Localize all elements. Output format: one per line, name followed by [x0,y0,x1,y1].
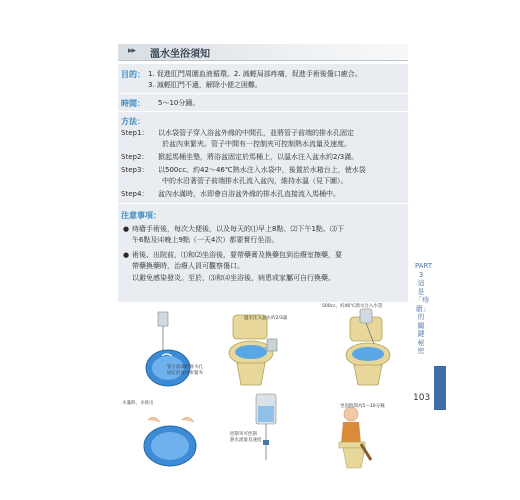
note1-line-1: 痔瘡手術後，每次大便後，以及每天的⑴早上8點、⑵下午1點、⑶下 [132,225,344,233]
figure-caption: 管子前端的排水孔 固定於盆內來緊夾 [167,365,203,376]
bullet-icon: ● [123,225,130,233]
basin-tube-illustration [140,310,210,390]
page-number: 103 [413,393,431,403]
note2-line-3: 以避免感染發炎。至於，⑶和⑷坐浴後，病患或家屬可自行換藥。 [132,274,335,282]
divider [118,93,408,94]
section-title: 溫水坐浴須知 [150,49,210,60]
step2-line-1: 掀起馬桶坐墊，將浴盆固定於馬桶上，以溫水注入盆水約2/3滿。 [158,153,359,161]
purpose-line-1: 1. 促進肛門周圍血液循環。2. 減輕局部疼痛，促進手術後傷口癒合。 [148,70,362,78]
purpose-line-2: 3. 減輕肛門不適，解除小便之困難。 [148,81,262,89]
note2-line-1: 術後、出院前，⑴和⑵坐浴後，要帶藥膏及換藥包到治療室擦藥，要 [132,251,342,259]
divider [118,203,408,204]
note1-line-2: 午6點及⑷晚上9點（一天4次）都要實行坐浴。 [132,236,279,244]
step4-label: Step4： [121,190,149,198]
toilet-bag-illustration [330,305,410,390]
notes-label: 注意事項： [121,211,161,220]
figure-caption: 坐浴時間為5～10分鐘 [340,404,385,409]
note2-line-2: 帶藥換藥時，治療人員可觀察傷口。 [132,262,244,270]
bullet-icon: ● [123,251,130,259]
step3-label: Step3： [121,166,149,174]
figure-caption: 500cc、約46℃熱水注入水袋 [322,304,383,309]
hands-basin-illustration [130,398,210,470]
person-sitting-illustration [325,402,385,472]
water-bag-illustration [248,390,288,470]
step3-line-1: 以500cc、約42～46℃熱水注入水袋中，後置於水箱台上，使水袋 [158,166,366,174]
step2-label: Step2： [121,153,149,161]
header-arrow-icon: ▸▸ [128,46,136,56]
chapter-tab-text: PART 3 這是「痔瘡」的關鍵秘密 [415,262,433,355]
divider [118,111,408,112]
time-label: 時間： [121,99,145,108]
time-value: 5～10分鐘。 [158,99,200,107]
step1-line-1: 以水袋管子穿入浴盆外緣的中間孔，並將管子前端的排水孔固定 [158,129,354,137]
header-divider [118,60,408,61]
method-label: 方法： [121,117,145,126]
chapter-tab-bar [434,366,446,410]
step3-line-2: 中的水沿著管子前端排水孔流入盆內，維持水溫（見下圖）。 [162,177,348,185]
figure-caption: 溫水注入盆水約2/3滿 [244,316,288,321]
step4-line-1: 盆內水滿時，水即會自浴盆外緣的排水孔直接流入馬桶中。 [158,190,340,198]
step1-label: Step1： [121,129,149,137]
figure-caption: 控制夾可控制 熱水流量及速度 [230,432,262,443]
figure-caption: 水滿時，水排出 [122,401,154,406]
step1-line-2: 於盆內來緊夾。管子中間有一控制夾可控制熱水流量及速度。 [162,140,351,148]
purpose-label: 目的： [121,70,145,79]
